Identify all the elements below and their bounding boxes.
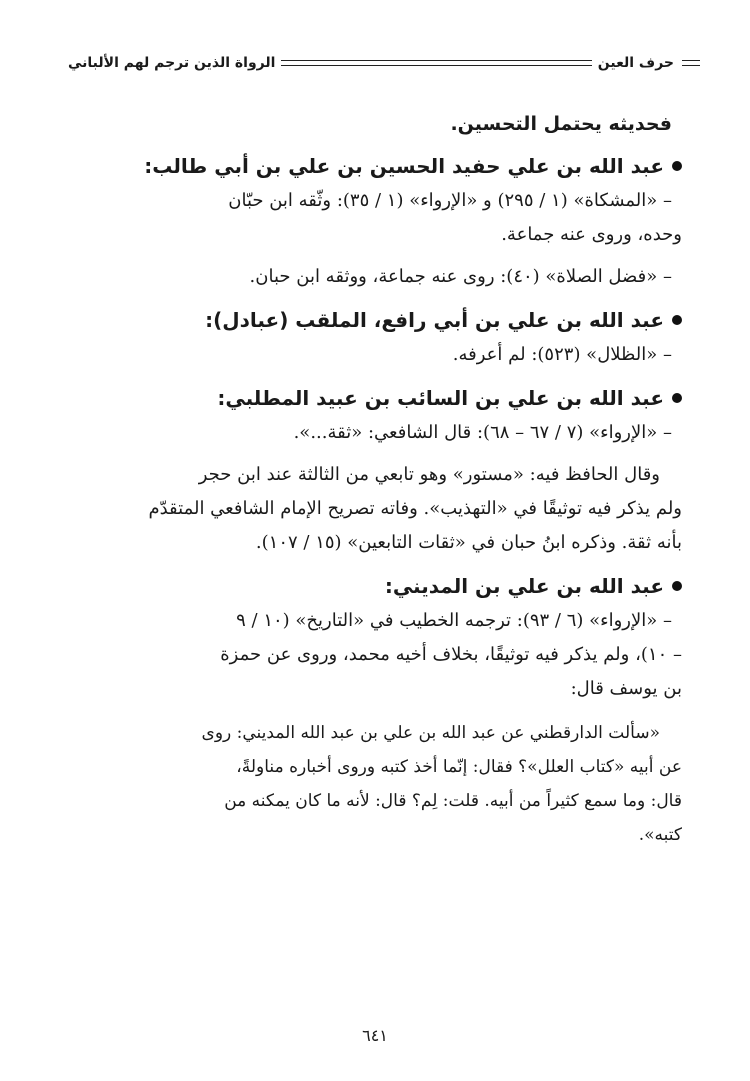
quotation-line: عن أبيه «كتاب العلل»؟ فقال: إنّما أخذ كتبه وروى أخباره مناولةً،: [236, 757, 682, 777]
citation-line: – «فضل الصلاة» (٤٠): روى عنه جماعة، ووثقه ابن حبان.: [249, 266, 672, 287]
citation-line: – «الإرواء» (٦ / ٩٣): ترجمه الخطيب في «التاريخ» (١٠ / ٩: [236, 610, 672, 631]
citation-line: وحده، وروى عنه جماعة.: [501, 224, 682, 245]
quotation-line: كتبه».: [638, 825, 682, 845]
running-header: [68, 52, 700, 74]
narrator-name: عبد الله بن علي بن أبي رافع، الملقب (عبادل):: [205, 308, 664, 332]
citation-line: بن يوسف قال:: [570, 678, 682, 699]
bullet-icon: [672, 393, 682, 403]
bullet-icon: [672, 161, 682, 171]
quotation-block: [54, 716, 682, 852]
citation-line: – «الظلال» (٥٢٣): لم أعرفه.: [452, 344, 672, 365]
quotation-line: «سألت الدارقطني عن عبد الله بن علي بن عبد الله المديني: روى: [201, 723, 660, 743]
header-chapter: حرف العين: [597, 55, 674, 71]
bullet-icon: [672, 315, 682, 325]
page-number: ٦٤١: [362, 1026, 388, 1045]
commentary-line: وقال الحافظ فيه: «مستور» وهو تابعي من الثالثة عند ابن حجر: [198, 464, 660, 485]
entry-heading: [54, 302, 682, 338]
commentary-line: ولم يذكر فيه توثيقًا في «التهذيب». وفاته تصريح الإمام الشافعي المتقدّم: [148, 498, 682, 519]
narrator-entry: [54, 568, 682, 852]
bullet-icon: [672, 581, 682, 591]
quotation-line: قال: وما سمع كثيراً من أبيه. قلت: لِم؟ قال: لأنه ما كان يمكنه من: [224, 791, 682, 811]
citation-line: – ١٠)، ولم يذكر فيه توثيقًا، بخلاف أخيه محمد، وروى عن حمزة: [220, 644, 682, 665]
header-book-title: الرواة الذين ترجم لهم الألباني: [68, 55, 276, 71]
entry-heading: [54, 568, 682, 604]
narrator-entry: [54, 148, 682, 294]
commentary-line: بأنه ثقة. وذكره ابنُ حبان في «ثقات التابعين» (١٥ / ١٠٧).: [255, 532, 682, 553]
narrator-name: عبد الله بن علي حفيد الحسين بن علي بن أبي طالب:: [144, 154, 664, 178]
entry-heading: [54, 148, 682, 184]
header-rule-start: [682, 60, 700, 66]
narrator-entry: [54, 302, 682, 372]
entry-heading: [54, 380, 682, 416]
continuation-line: فحديثه يحتمل التحسين.: [450, 113, 672, 135]
narrator-entry: [54, 380, 682, 560]
page-content: [54, 108, 682, 852]
narrator-name: عبد الله بن علي بن المديني:: [384, 574, 664, 598]
narrator-name: عبد الله بن علي بن السائب بن عبيد المطلبي:: [217, 386, 664, 410]
header-rule-middle: [281, 60, 591, 66]
citation-line: – «المشكاة» (١ / ٢٩٥) و «الإرواء» (١ / ٣٥): وثّقه ابن حبّان: [228, 190, 672, 211]
citation-line: – «الإرواء» (٧ / ٦٧ – ٦٨): قال الشافعي: «ثقة...».: [293, 422, 672, 443]
